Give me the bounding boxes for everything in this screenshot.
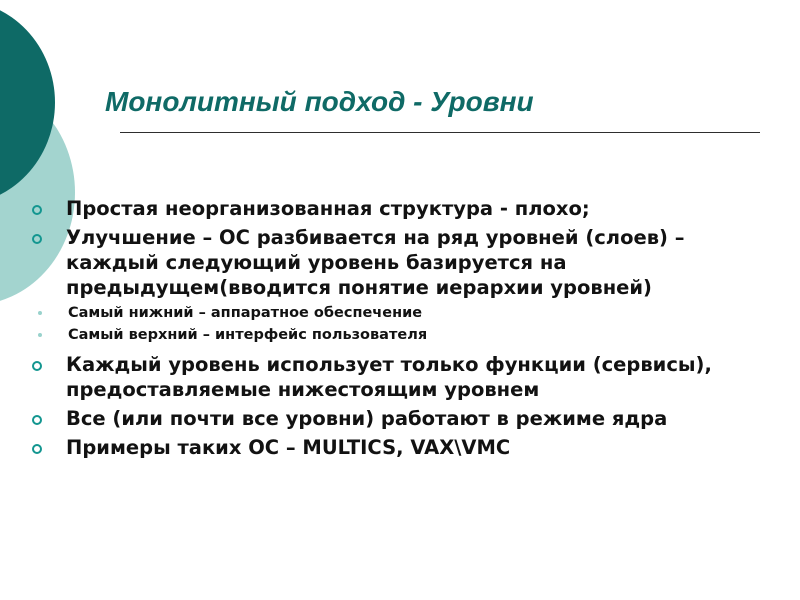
sub-bullet-item: [30, 302, 770, 324]
slide-title: Монолитный подход - Уровни: [105, 86, 534, 117]
bullet-text: Примеры таких ОС – MULTICS, VAX\VMC: [66, 436, 511, 459]
sub-bullet-dot-icon: [38, 311, 42, 315]
bullet-text: Все (или почти все уровни) работают в режиме ядра: [66, 407, 668, 430]
bullet-text: Простая неорганизованная структура - плохо;: [66, 197, 590, 220]
sub-bullet-text: Самый верхний – интерфейс пользователя: [68, 327, 428, 343]
bullet-text: Улучшение – ОС разбивается на ряд уровней (слоев) – каждый следующий уровень базируется на предыдущем(вводится понятие иерархии уровней): [66, 226, 685, 299]
sub-bullet-item: [30, 324, 770, 346]
bullet-item: [30, 352, 770, 402]
bullet-text: Каждый уровень использует только функции (сервисы), предоставляемые нижестоящим уровнем: [66, 353, 712, 401]
bullet-item: [30, 435, 770, 460]
bullet-item: [30, 225, 770, 346]
bullet-circle-icon: [32, 415, 42, 425]
title-divider: [120, 132, 760, 133]
bullet-list: [30, 196, 770, 464]
bullet-circle-icon: [32, 361, 42, 371]
sub-bullet-text: Самый нижний – аппаратное обеспечение: [68, 305, 423, 321]
sub-bullet-dot-icon: [38, 333, 42, 337]
bullet-item: [30, 196, 770, 221]
bullet-circle-icon: [32, 234, 42, 244]
bullet-circle-icon: [32, 444, 42, 454]
sub-bullet-list: [66, 302, 770, 346]
bullet-item: [30, 406, 770, 431]
bullet-circle-icon: [32, 205, 42, 215]
